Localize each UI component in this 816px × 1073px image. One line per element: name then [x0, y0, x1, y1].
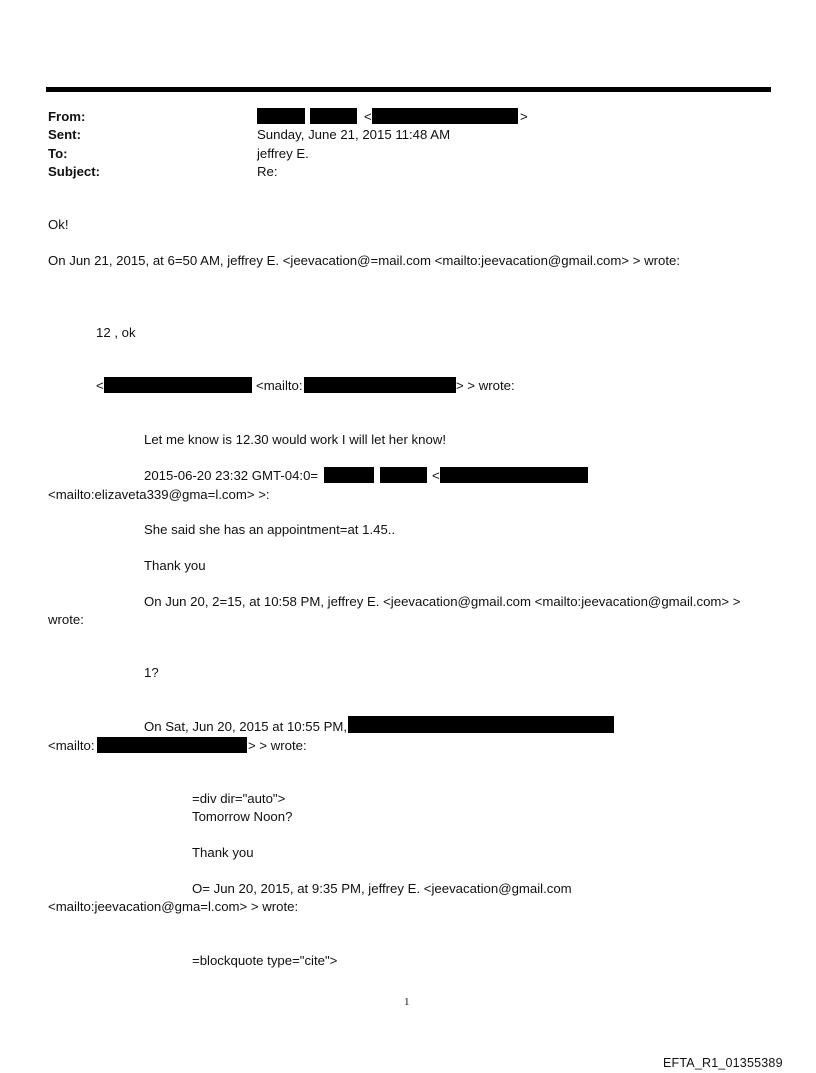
footer-document-id: EFTA_R1_01355389 [663, 1056, 783, 1070]
body-line-on-sat: On Sat, Jun 20, 2015 at 10:55 PM, [144, 719, 348, 734]
redaction-date-first-name [324, 467, 374, 483]
from-open-bracket: < [364, 109, 372, 124]
sent-value: Sunday, June 21, 2015 11:48 AM [257, 127, 451, 142]
body-line-let-me-know: Let me know is 12.30 would work I will let her know! [144, 432, 446, 447]
from-close-bracket: > [520, 109, 528, 124]
body-line-mailto-2: <mailto: [48, 738, 95, 753]
to-label: To: [48, 146, 68, 161]
sent-label: Sent: [48, 127, 81, 142]
redaction-from-last-name [310, 108, 357, 124]
body-line-mailto-3: <mailto:jeevacation@gma=l.com> > wrote: [48, 899, 299, 914]
redaction-date-email [440, 467, 588, 483]
page-number: 1 [404, 996, 410, 1008]
from-label: From: [48, 109, 86, 124]
redaction-on-sat-sender [348, 716, 614, 733]
body-line-blockquote: =blockquote type="cite"> [192, 953, 338, 968]
redaction-from-email [372, 108, 518, 124]
quote-wrote: > > wrote: [456, 378, 515, 393]
body-line-wrote-4: > > wrote: [248, 738, 307, 753]
body-line-1q: 1? [144, 665, 159, 680]
body-line-on-jun-20: On Jun 20, 2=15, at 10:58 PM, jeffrey E. <jeevacation@gmail.com <mailto:jeevacation@gmail.com> > [144, 594, 741, 609]
redaction-from-first-name [257, 108, 305, 124]
body-line-appointment: She said she has an appointment=at 1.45.. [144, 522, 396, 537]
subject-value: Re: [257, 164, 278, 179]
to-value: jeffrey E. [257, 146, 309, 161]
date-open-bracket: < [432, 468, 440, 483]
quote-mailto: <mailto: [256, 378, 303, 393]
body-line-ok: Ok! [48, 217, 69, 232]
subject-label: Subject: [48, 164, 101, 179]
body-line-wrote-1: On Jun 21, 2015, at 6=50 AM, jeffrey E. <jeevacation@=mail.com <mailto:jeevacation@gmail.com> > wrote: [48, 253, 681, 268]
header-rule [46, 87, 771, 92]
redaction-date-last-name [380, 467, 427, 483]
body-line-div: =div dir="auto"> [192, 791, 286, 806]
body-line-date: 2015-06-20 23:32 GMT-04:0= [144, 468, 319, 483]
body-line-o-jun-20: O= Jun 20, 2015, at 9:35 PM, jeffrey E. <jeevacation@gmail.com [192, 881, 572, 896]
body-line-wrote-3: wrote: [48, 612, 84, 627]
redaction-quote-email [104, 377, 252, 393]
body-line-tomorrow: Tomorrow Noon? [192, 809, 293, 824]
body-line-mailto-eliza: <mailto:elizaveta339@gma=l.com> >: [48, 487, 270, 502]
body-line-thank-you-1: Thank you [144, 558, 206, 573]
body-line-12-ok: 12 , ok [96, 325, 136, 340]
redaction-mailto-2 [97, 737, 247, 753]
quote-open-bracket: < [96, 378, 104, 393]
redaction-quote-mailto [304, 377, 456, 393]
body-line-thank-you-2: Thank you [192, 845, 254, 860]
